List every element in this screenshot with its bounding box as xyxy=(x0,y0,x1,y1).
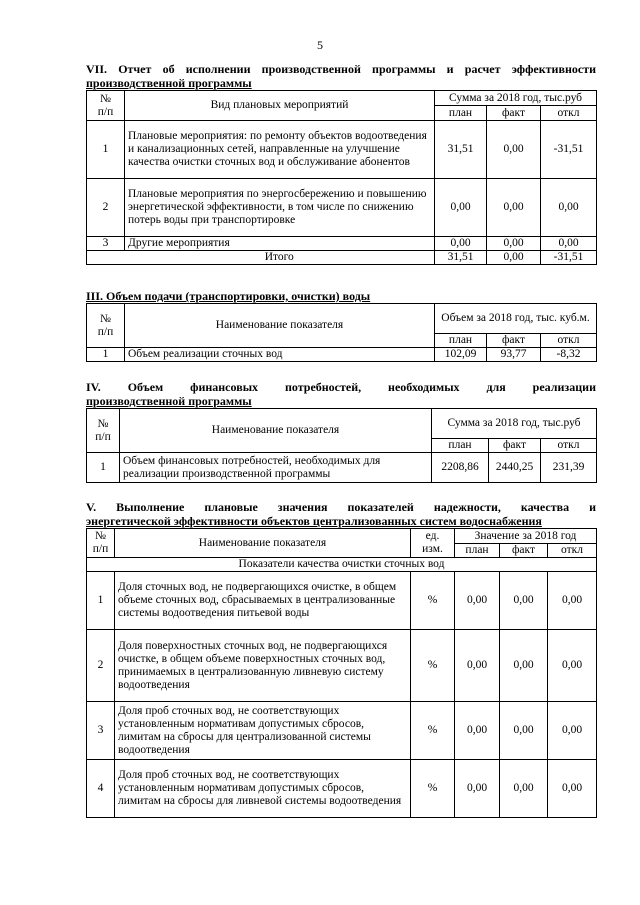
total-plan: 31,51 xyxy=(435,251,487,265)
row-name: Плановые мероприятия по энергосбережению и повышению энергетической эффективности, в том числе по снижению потерь воды при транспортировке xyxy=(125,179,435,237)
section-v-title-line2: энергетической эффективности объектов централизованных систем водоснабжения xyxy=(86,514,542,528)
total-label: Итого xyxy=(125,251,435,265)
col-num-header: № п/п xyxy=(87,409,120,453)
row-num: 1 xyxy=(87,348,125,362)
row-plan: 0,00 xyxy=(455,760,500,818)
col-name-header: Наименование показателя xyxy=(125,304,435,348)
row-plan: 31,51 xyxy=(435,121,487,179)
section-vii xyxy=(86,62,596,265)
row-fact: 0,00 xyxy=(500,760,548,818)
col-volume-header: Объем за 2018 год, тыс. куб.м. xyxy=(435,304,597,334)
section-iv-title-line2: производственной программы xyxy=(86,394,252,408)
section-iii-table xyxy=(86,303,597,362)
table-row xyxy=(87,760,597,818)
col-fact-header: факт xyxy=(487,106,541,121)
col-name-header: Вид плановых мероприятий xyxy=(125,91,435,121)
row-fact: 0,00 xyxy=(487,237,541,251)
row-name: Плановые мероприятия: по ремонту объектов водоотведения и канализационных сетей, направленные на улучшение качества очистки сточных вод и обслуживание абонентов xyxy=(125,121,435,179)
table-row xyxy=(87,572,597,630)
section-iv-title-line1: IV. Объем финансовых потребностей, необходимых для реализации xyxy=(86,380,596,394)
col-plan-header: план xyxy=(435,106,487,121)
row-dev: 0,00 xyxy=(541,237,597,251)
row-dev: 0,00 xyxy=(548,630,597,702)
row-plan: 0,00 xyxy=(455,572,500,630)
row-dev: 0,00 xyxy=(541,179,597,237)
row-unit: % xyxy=(411,572,455,630)
row-plan: 0,00 xyxy=(455,630,500,702)
table-row xyxy=(87,237,597,251)
section-vii-table xyxy=(86,90,597,265)
row-fact: 0,00 xyxy=(487,121,541,179)
section-iii xyxy=(86,289,596,362)
row-num: 4 xyxy=(87,760,115,818)
row-unit: % xyxy=(411,702,455,760)
row-num: 2 xyxy=(87,179,125,237)
section-iii-title: III. Объем подачи (транспортировки, очистки) воды xyxy=(86,289,371,303)
section-iv-table xyxy=(86,408,597,483)
table-row xyxy=(87,702,597,760)
col-num-header: № п/п xyxy=(87,529,115,558)
page-number: 5 xyxy=(317,38,323,52)
total-fact: 0,00 xyxy=(487,251,541,265)
col-fact-header: факт xyxy=(487,334,541,348)
col-fact-header: факт xyxy=(500,544,548,558)
table-row xyxy=(87,121,597,179)
table-row xyxy=(87,630,597,702)
row-plan: 0,00 xyxy=(455,702,500,760)
col-name-header: Наименование показателя xyxy=(115,529,411,558)
row-fact: 93,77 xyxy=(487,348,541,362)
table-row xyxy=(87,453,597,483)
section-v-title-line1: V. Выполнение плановые значения показателей надежности, качества и xyxy=(86,500,596,514)
row-num: 1 xyxy=(87,453,120,483)
row-name: Доля проб сточных вод, не соответствующих установленным нормативам допустимых сбросов, лимитам на сбросы для ливневой системы водоотведения xyxy=(115,760,411,818)
col-num-header: № п/п xyxy=(87,91,125,121)
col-dev-header: откл xyxy=(548,544,597,558)
section-vii-title-line2: производственной программы xyxy=(86,76,252,90)
row-num: 3 xyxy=(87,702,115,760)
row-name: Доля поверхностных сточных вод, не подвергающихся очистке, в общем объеме поверхностных сточных вод, принимаемых в централизованную ливневую систему водоотведения xyxy=(115,630,411,702)
row-plan: 2208,86 xyxy=(432,453,489,483)
row-plan: 0,00 xyxy=(435,179,487,237)
row-dev: -31,51 xyxy=(541,121,597,179)
col-sum-header: Сумма за 2018 год, тыс.руб xyxy=(435,91,597,106)
row-fact: 0,00 xyxy=(500,702,548,760)
col-plan-header: план xyxy=(455,544,500,558)
row-unit: % xyxy=(411,630,455,702)
col-plan-header: план xyxy=(435,334,487,348)
row-num: 1 xyxy=(87,572,115,630)
row-dev: 0,00 xyxy=(548,572,597,630)
col-unit-header: ед. изм. xyxy=(411,529,455,558)
row-unit: % xyxy=(411,760,455,818)
row-name: Доля проб сточных вод, не соответствующих установленным нормативам допустимых сбросов, лимитам на сбросы для централизованной системы водоотведения xyxy=(115,702,411,760)
col-fact-header: факт xyxy=(489,439,541,453)
row-num: 3 xyxy=(87,237,125,251)
row-name: Другие мероприятия xyxy=(125,237,435,251)
row-dev: 0,00 xyxy=(548,702,597,760)
total-dev: -31,51 xyxy=(541,251,597,265)
col-sum-header: Сумма за 2018 год, тыс.руб xyxy=(432,409,597,439)
table-row xyxy=(87,348,597,362)
row-name: Объем реализации сточных вод xyxy=(125,348,435,362)
section-v-table xyxy=(86,528,597,818)
col-num-header: № п/п xyxy=(87,304,125,348)
row-dev: 0,00 xyxy=(548,760,597,818)
row-dev: 231,39 xyxy=(541,453,597,483)
row-name: Доля сточных вод, не подвергающихся очистке, в общем объеме сточных вод, сбрасываемых в централизованные системы водоотведения питьевой воды xyxy=(115,572,411,630)
row-name: Объем финансовых потребностей, необходимых для реализации производственной программы xyxy=(120,453,432,483)
row-dev: -8,32 xyxy=(541,348,597,362)
row-fact: 0,00 xyxy=(500,572,548,630)
section-iv xyxy=(86,380,596,483)
row-num: 2 xyxy=(87,630,115,702)
col-dev-header: откл xyxy=(541,334,597,348)
col-dev-header: откл xyxy=(541,106,597,121)
col-dev-header: откл xyxy=(541,439,597,453)
row-num: 1 xyxy=(87,121,125,179)
row-fact: 2440,25 xyxy=(489,453,541,483)
col-value-header: Значение за 2018 год xyxy=(455,529,597,544)
section-v xyxy=(86,500,596,818)
col-name-header: Наименование показателя xyxy=(120,409,432,453)
row-fact: 0,00 xyxy=(487,179,541,237)
total-row xyxy=(87,251,597,265)
row-fact: 0,00 xyxy=(500,630,548,702)
col-plan-header: план xyxy=(432,439,489,453)
section-vii-title-line1: VII. Отчет об исполнении производственной программы и расчет эффективности xyxy=(86,62,596,76)
table-row xyxy=(87,179,597,237)
group-label: Показатели качества очистки сточных вод xyxy=(87,558,597,572)
row-plan: 102,09 xyxy=(435,348,487,362)
row-plan: 0,00 xyxy=(435,237,487,251)
